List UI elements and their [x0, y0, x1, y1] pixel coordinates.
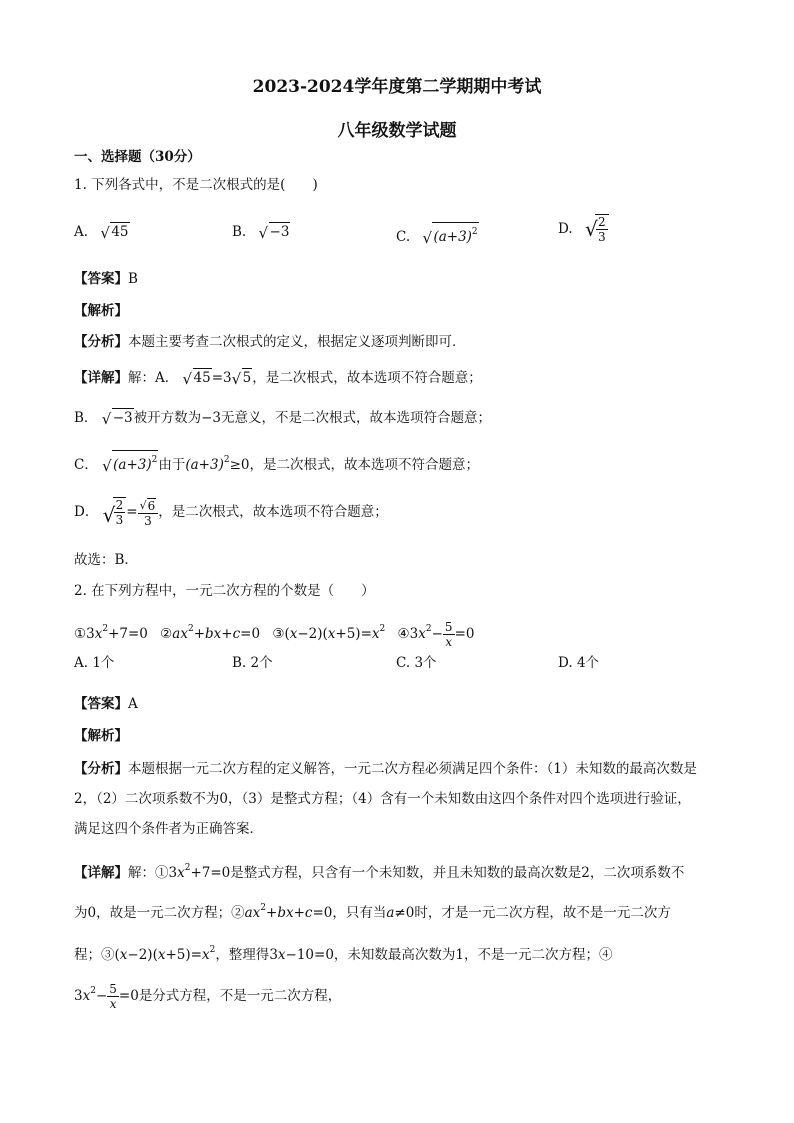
q1-detail-tag: 【详解】: [74, 370, 128, 386]
section-heading: 一、选择题（30分）: [74, 149, 201, 165]
q1-detail-b-rad: −3: [112, 410, 133, 426]
q1-fenxi-text: 本题主要考查二次根式的定义，根据定义逐项判断即可．: [128, 334, 466, 350]
q1-conclusion: 故选：B．: [74, 552, 138, 568]
q2-fenxi-line3: 满足这四个条件者为正确答案．: [74, 821, 263, 837]
q1-stem: 1. 下列各式中，不是二次根式的是( ): [74, 177, 318, 193]
q2-detail-line3: 程；$③(x-2)(x+5)=x^2$，整理得3x−10=0，未知数最高次数为1，不是一元二次方程；④: [74, 945, 613, 963]
q1-detail-b-radical: √ −3: [101, 410, 133, 428]
q1-detail-a: [74, 368, 482, 388]
q2-option-b-value: 2个: [250, 655, 273, 671]
q1-option-d-radical: √ $\frac{2}{3}$: [585, 214, 609, 244]
q2-option-d: [558, 653, 599, 673]
q1-answer-value: B: [128, 271, 138, 287]
q1-answer: [74, 269, 138, 289]
q2-detail-line3-b: ，整理得: [215, 947, 270, 963]
q1-option-a-label: A.: [74, 224, 89, 240]
q2-fenxi-text1: 本题根据一元二次方程的定义解答，一元二次方程必须满足四个条件：（1）未知数的最高次数是: [128, 761, 697, 777]
q2-option-c: [396, 653, 437, 673]
q1-detail-d-text: ，是二次根式，故本选项不符合题意；: [158, 504, 388, 520]
q1-option-d: [558, 214, 609, 244]
q1-option-c-radical: √ $(a+3)^2$: [422, 222, 478, 247]
q1-detail-c-text2: ≥0，是二次根式，故本选项不符合题意；: [229, 457, 479, 473]
q2-option-a-value: 1个: [92, 655, 115, 671]
q2-eq1: $①3x^2+7=0$: [74, 624, 148, 642]
q2-detail-line1-a: 解：①: [128, 865, 169, 881]
q2-detail-tag: 【详解】: [74, 865, 128, 881]
q2-detail-line3-c: ，未知数最高次数为1，不是一元二次方程；④: [333, 947, 613, 963]
q2-answer: [74, 694, 138, 714]
q2-detail-line1: 【详解】解：$①3x^2+7=0$是整式方程，只含有一个未知数，并且未知数的最高次数是2，二次项系数不: [74, 863, 685, 881]
q1-answer-tag: 【答案】: [74, 271, 128, 287]
q2-detail-line2-a: 为0，故是一元二次方程；②: [74, 905, 245, 921]
q1-option-a: [74, 222, 130, 242]
q1-option-b-radical: √ −3: [258, 224, 290, 242]
q2-detail-line4: $3x^2-$ $\frac{5}{x}$ =0是分式方程，不是一元二次方程，: [74, 982, 342, 1011]
q2-option-c-label: C.: [396, 655, 411, 671]
q1-option-b-label: B.: [232, 224, 247, 240]
q1-detail-a-mid: =3: [211, 370, 232, 386]
q1-analysis-tag: 【解析】: [74, 303, 128, 319]
q1-detail-a-prefix: 解：A．: [128, 370, 179, 386]
q2-stem: 2. 在下列方程中，一元二次方程的个数是（ ）: [74, 583, 375, 599]
q2-detail-line2: 为0，故是一元二次方程；$②ax^2+bx+c=0$，只有当a≠0时，才是一元二次方程，故不是一元二次方: [74, 903, 671, 921]
q1-detail-b-label: B．: [74, 410, 98, 426]
q2-eq3: $③(x-2)(x+5)=x^2$: [272, 624, 386, 642]
q2-eq4: $④3x^2-$ $\frac{5}{x}$ =0: [397, 620, 475, 649]
q2-option-a-label: A.: [74, 655, 89, 671]
q1-detail-a-right: 5: [242, 370, 252, 386]
q2-detail-line2-c: 时，才是一元二次方程，故不是一元二次方: [414, 905, 671, 921]
q2-option-c-value: 3个: [414, 655, 437, 671]
q1-detail-a-text: ，是二次根式，故本选项不符合题意；: [252, 370, 482, 386]
q1-option-c-label: C.: [396, 229, 411, 245]
q2-option-b-label: B.: [232, 655, 247, 671]
q2-option-d-value: 4个: [576, 655, 600, 671]
q1-detail-c: C． √ $(a+3)^2$由于$(a+3)^2\ge 0$，是二次根式，故本选项不符合题意；: [74, 450, 479, 475]
q1-fenxi-tag: 【分析】: [74, 334, 128, 350]
q1-detail-a-left: 45: [193, 370, 211, 386]
q2-option-a: [74, 653, 114, 673]
q1-detail-d-label: D．: [74, 504, 99, 520]
q1-detail-a-radical-right: √ 5: [231, 370, 252, 388]
q1-detail-c-label: C．: [74, 457, 98, 473]
q1-option-a-radical: √ 45: [100, 224, 129, 242]
q1-detail-b-text: 被开方数为−3无意义，不是二次根式，故本选项符合题意；: [133, 410, 492, 426]
q1-option-b: [232, 222, 290, 242]
q2-option-b: [232, 653, 273, 673]
q2-answer-value: A: [128, 696, 138, 712]
q2-detail-line4-b: 是分式方程，不是一元二次方程，: [138, 988, 342, 1004]
q1-option-c: [396, 222, 479, 247]
q1-detail-c-radical: √ $(a+3)^2$: [102, 450, 158, 475]
q2-fenxi-line1: [74, 759, 697, 779]
q1-fenxi: [74, 332, 466, 352]
q1-detail-d: D． √ $\frac{2}{3}$ = √ 6 3 ，是二次根式，故本选项不符合题意；: [74, 494, 388, 530]
q2-answer-tag: 【答案】: [74, 696, 128, 712]
q1-detail-d-radical: √ $\frac{2}{3}$: [103, 494, 127, 530]
q2-detail-line1-b: 是整式方程，只含有一个未知数，并且未知数的最高次数是2，二次项系数不: [230, 865, 685, 881]
q2-fenxi-tag: 【分析】: [74, 761, 128, 777]
q2-detail-line3-a: 程；③: [74, 947, 115, 963]
q1-detail-b: [74, 408, 491, 428]
q2-analysis-tag: 【解析】: [74, 728, 128, 744]
exam-title: 2023-2024学年度第二学期期中考试: [252, 77, 542, 97]
q2-detail-line2-b: ，只有当: [332, 905, 387, 921]
q1-detail-a-radical-left: √ 45: [182, 370, 211, 388]
exam-subtitle: 八年级数学试题: [337, 121, 457, 141]
q1-detail-c-text1: 由于: [158, 457, 186, 473]
q2-eq2: $②ax^2+bx+c=0$: [160, 624, 261, 642]
q2-equations: [74, 612, 474, 651]
q1-option-d-label: D.: [558, 221, 573, 237]
q2-option-d-label: D.: [558, 655, 573, 671]
q2-fenxi-line2: 2，（2）二次项系数不为0，（3）是整式方程；（4）含有一个未知数由这四个条件对四个选项进行验证，: [74, 791, 691, 807]
